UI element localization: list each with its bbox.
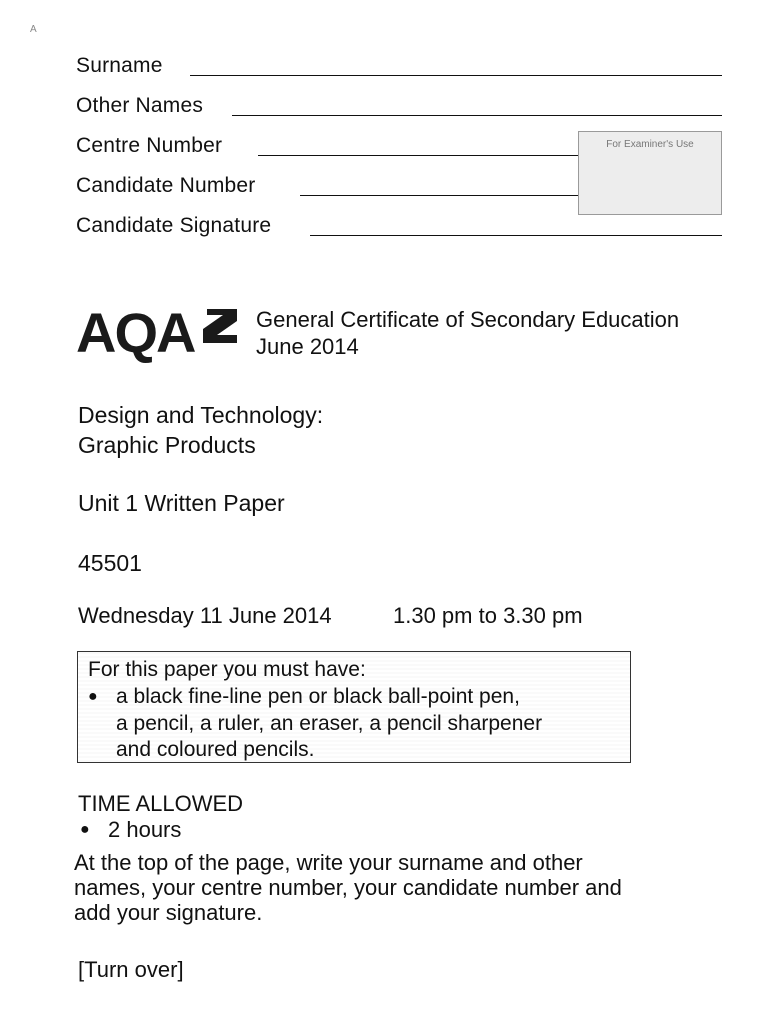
requirements-bullet: ● — [88, 688, 98, 705]
requirements-line-3: and coloured pencils. — [116, 738, 315, 761]
aqa-logo-mark-icon — [199, 307, 241, 347]
examiners-use-label: For Examiner's Use — [606, 139, 694, 150]
subject-line-1: Design and Technology: — [78, 402, 324, 428]
surname-label: Surname — [76, 54, 163, 77]
surname-field[interactable] — [190, 75, 722, 76]
time-allowed-bullet: ● — [80, 821, 90, 838]
centre-number-field[interactable] — [258, 155, 578, 156]
paper-code: 45501 — [78, 550, 142, 576]
exam-session: June 2014 — [256, 334, 359, 359]
instructions-line-3: add your signature. — [74, 900, 263, 925]
unit-title: Unit 1 Written Paper — [78, 490, 285, 516]
requirements-line-1: a black fine-line pen or black ball-point pen, — [116, 685, 520, 708]
requirements-line-2: a pencil, a ruler, an eraser, a pencil sharpener — [116, 712, 543, 735]
corner-mark: A — [30, 24, 37, 35]
other-names-label: Other Names — [76, 94, 204, 117]
subject-line-2: Graphic Products — [78, 432, 256, 458]
exam-time: 1.30 pm to 3.30 pm — [393, 603, 583, 628]
candidate-signature-field[interactable] — [310, 235, 722, 236]
other-names-field[interactable] — [232, 115, 722, 116]
aqa-logo: AQA — [76, 301, 195, 364]
examiners-use-box — [578, 131, 722, 215]
time-allowed-value: 2 hours — [108, 817, 182, 842]
centre-number-label: Centre Number — [76, 134, 223, 157]
requirements-heading: For this paper you must have: — [88, 658, 366, 681]
candidate-number-field[interactable] — [300, 195, 578, 196]
instructions-line-2: names, your centre number, your candidate number and — [74, 875, 622, 900]
candidate-signature-label: Candidate Signature — [76, 214, 272, 237]
turn-over: [Turn over] — [78, 957, 184, 982]
qualification-title: General Certificate of Secondary Education — [256, 307, 680, 332]
time-allowed-heading: TIME ALLOWED — [78, 791, 244, 816]
candidate-number-label: Candidate Number — [76, 174, 256, 197]
exam-date: Wednesday 11 June 2014 — [78, 603, 332, 628]
instructions-line-1: At the top of the page, write your surname and other — [74, 850, 583, 875]
